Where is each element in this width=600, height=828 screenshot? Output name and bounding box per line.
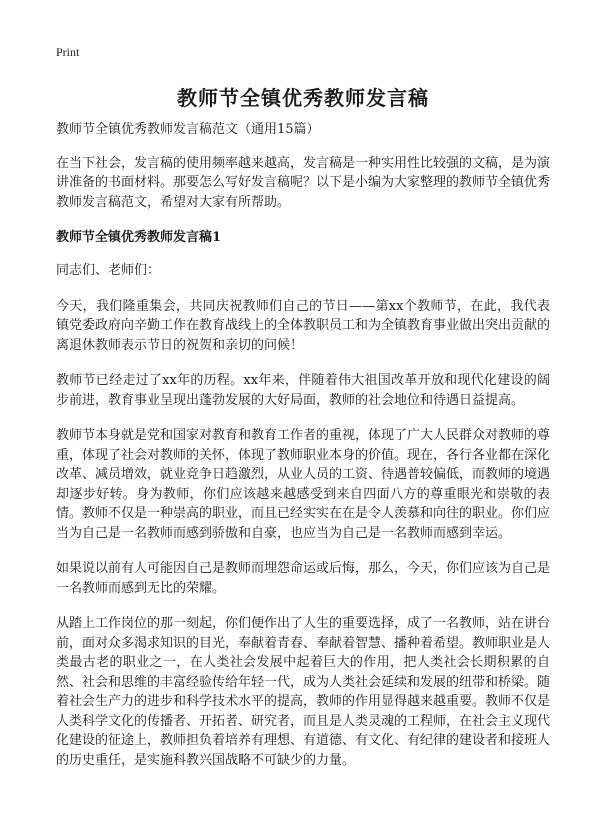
- document-subtitle: 教师节全镇优秀教师发言稿范文（通用15篇）: [56, 122, 320, 137]
- greeting: 同志们、老师们：: [56, 263, 161, 278]
- print-link[interactable]: Print: [56, 45, 80, 59]
- body-paragraph-5: 从踏上工作岗位的那一刻起，你们便作出了人生的重要选择，成了一名教师，站在讲台前，面对众多渴求知识的目光，奉献着青春、奉献着智慧、播种着希望。教师职业是人类最古老的职业之一，在人类社会发展中起着巨大的作用，把人类社会长期积累的自然、社会和思维的丰富经验传给年轻一代，成为人类社会延续和发展的纽带和桥梁。随着社会生产力的进步和科学技术水平的提高，教师的作用显得越来越重要。教师不仅是人类科学文化的传播者、开拓者、研究者，而且是人类灵魂的工程师，在社会主义现代化建设的征途上，教师担负着培养有理想、有道德、有文化、有纪律的建设者和接班人的历史重任，是实施科教兴国战略不可缺少的力量。: [56, 616, 551, 768]
- document-body: [56, 120, 550, 786]
- body-paragraph-3: 教师节本身就是党和国家对教育和教育工作者的重视，体现了广大人民群众对教师的尊重，体现了社会对教师的关怀，体现了教师职业本身的价值。现在，各行各业都在深化改革、减员增效，就业竞争日趋激烈，从业人员的工资、待遇普较偏低，而教师的境遇却逐步好转。身为教师，你们应该越来越感受到来自四面八方的尊重眼光和崇敬的表情。教师不仅是一种崇高的职业，而且已经实实在在是令人羡慕和向往的职业。你们应当为自己是一名教师而感到骄傲和自豪，也应当为自己是一名教师而感到幸运。: [56, 428, 551, 541]
- intro-paragraph: 在当下社会，发言稿的使用频率越来越高，发言稿是一种实用性比较强的文稿，是为演讲准备的书面材料。那要怎么写好发言稿呢？以下是小编为大家整理的教师节全镇优秀教师发言稿范文，希望对大家有所帮助。: [56, 155, 551, 210]
- body-paragraph-2: 教师节已经走过了xx年的历程。xx年来，伴随着伟大祖国改革开放和现代化建设的阔步前进，教育事业呈现出蓬勃发展的大好局面，教师的社会地位和待遇日益提高。: [56, 373, 550, 408]
- section-heading: 教师节全镇优秀教师发言稿1: [56, 230, 222, 245]
- document-title: 教师节全镇优秀教师发言稿: [177, 86, 429, 110]
- body-paragraph-1: 今天，我们隆重集会，共同庆祝教师们自己的节日——第xx个教师节，在此，我代表镇党委政府向辛勤工作在教育战线上的全体教职员工和为全镇教育事业做出突出贡献的离退休教师表示节日的祝贺和亲切的问候！: [56, 298, 551, 353]
- body-paragraph-4: 如果说以前有人可能因自己是教师而埋怨命运或后悔，那么，今天，你们应该为自己是一名教师而感到无比的荣耀。: [56, 561, 551, 596]
